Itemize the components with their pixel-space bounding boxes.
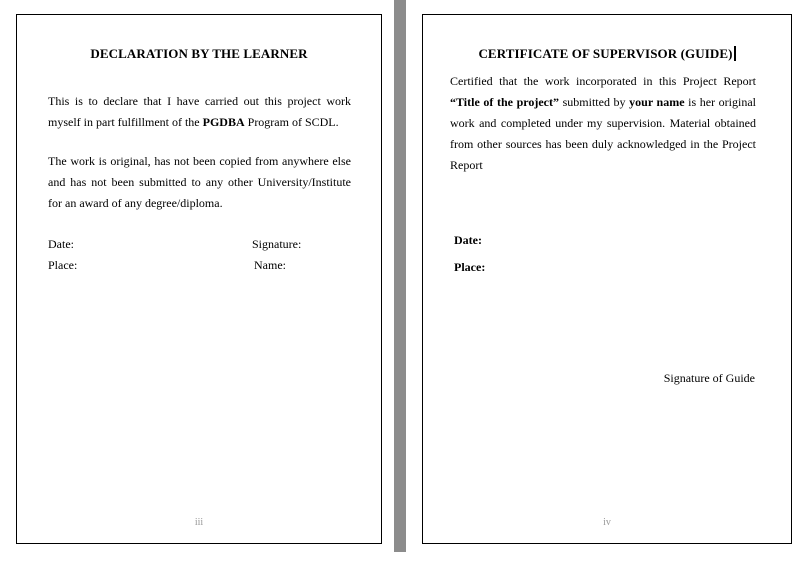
program-name: PGDBA [202,115,245,129]
declaration-heading: DECLARATION BY THE LEARNER [90,46,308,61]
certificate-heading-text: CERTIFICATE OF SUPERVISOR (GUIDE) [478,46,733,61]
certificate-heading [423,46,791,62]
declaration-paragraph-2: The work is original, has not been copied from anywhere else and has not been submitted to any other University/Institute for an award of any degree/diploma. [48,154,351,210]
certificate-paragraph [450,71,756,176]
page-number-iii: iii [194,517,204,528]
bottom-strip [0,552,802,562]
para1-text-end: Program of SCDL. [244,115,339,129]
para1-text-start: This is to declare that I have carried out this project work myself in part fulfillment of the [48,94,351,129]
document-page-left[interactable] [16,14,382,544]
declaration-paragraph-1 [48,91,351,133]
date-label: Date: [48,237,74,251]
page-gutter [394,0,406,562]
cert-text-1: Certified that the work incorporated in this Project Report [450,74,756,88]
place-label: Place: [48,258,78,272]
student-name-placeholder: your name [629,95,685,109]
page-number-iv: iv [603,517,611,528]
document-page-right[interactable] [422,14,792,544]
cert-text-2: submitted by [559,95,630,109]
name-label: Name: [254,258,286,272]
text-cursor [734,46,736,61]
place-label: Place: [454,260,486,274]
cert-text-3: is her original work and completed under my supervision. Material obtained from other sources has been duly acknowledged in the Project Report [450,95,757,172]
guide-signature-label: Signature of Guide [663,371,755,385]
signature-label: Signature: [252,237,302,251]
project-title-placeholder: “Title of the project” [450,95,560,109]
date-label: Date: [454,233,482,247]
